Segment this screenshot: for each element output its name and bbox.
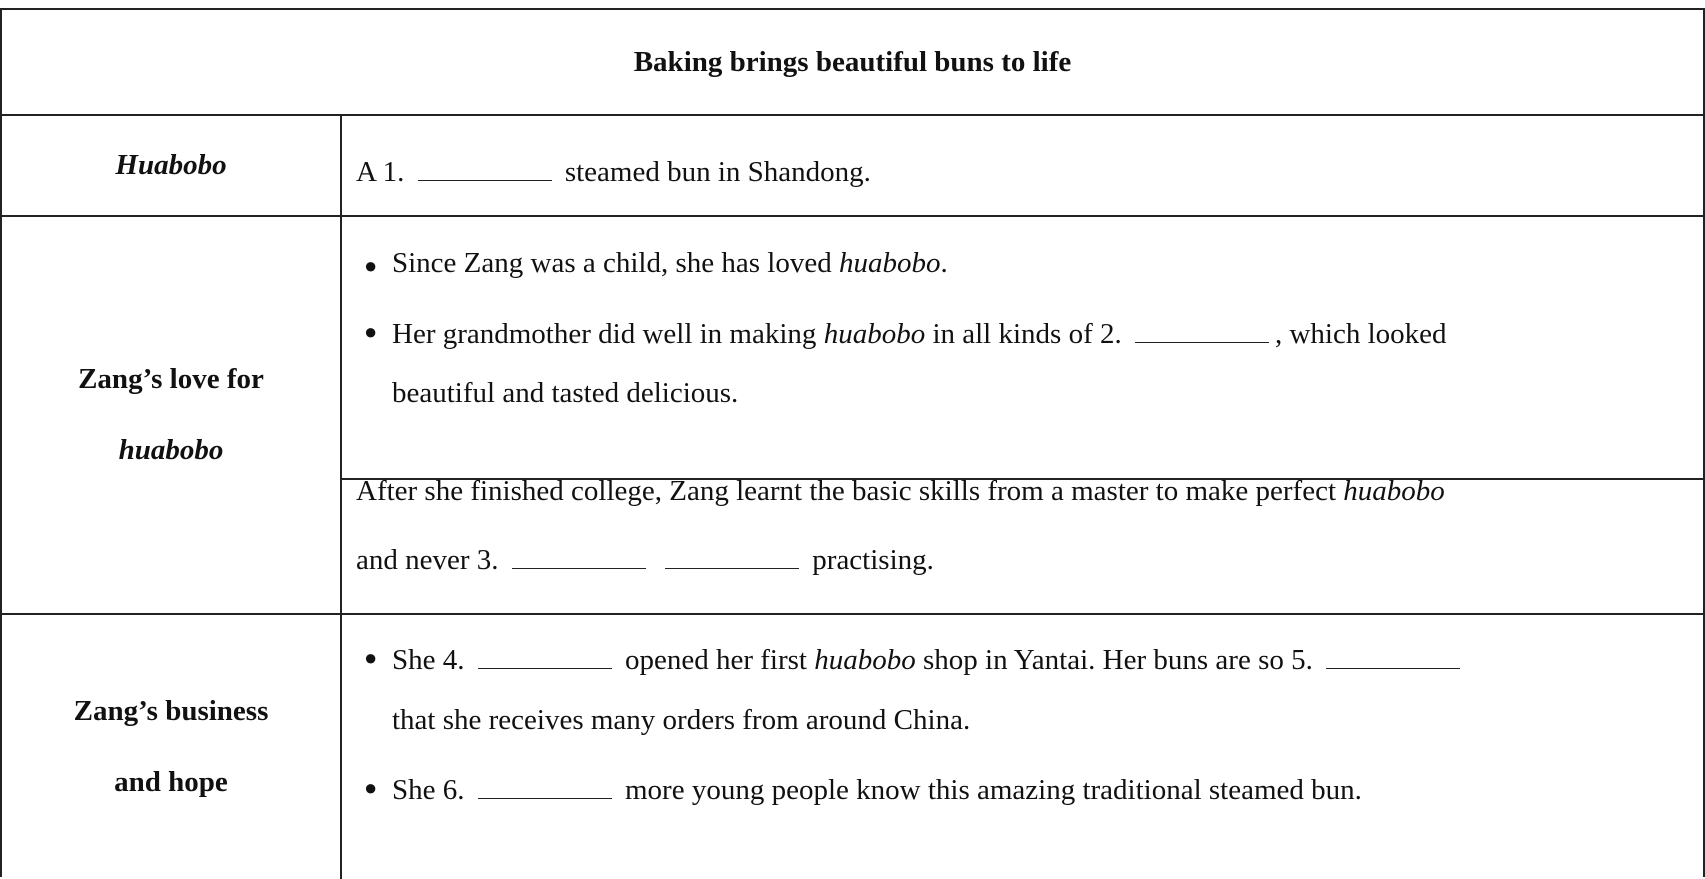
bullet-icon: ● [364,775,378,800]
answer-blank-6[interactable] [478,769,612,799]
label-line-2: huabobo [118,434,224,466]
row-label-huabobo [2,116,342,215]
text: . [940,247,948,279]
table-title: Baking brings beautiful buns to life [633,45,1072,78]
row-content-huabobo [342,116,1703,215]
text: more young people know this amazing traditional steamed bun. [625,774,1362,806]
text: Her grandmother did well in making [392,318,817,350]
row-content-business [342,615,1703,879]
bullet-2-line-1 [392,313,1691,351]
text: steamed bun in Shandong. [564,156,871,188]
worksheet-table [0,8,1705,877]
text: huabobo [838,247,941,279]
label-line-2: and hope [114,766,228,798]
label-line-1: Zang’s love for [78,363,264,395]
text: , which looked [1274,318,1447,350]
answer-blank-2[interactable] [1135,313,1269,343]
label-line-1: Zang’s business [73,695,269,727]
bullet-2-line-2: beautiful and tasted delicious. [392,377,739,409]
row-label-business [2,615,342,879]
text: huabobo [823,318,926,350]
paragraph-line-2 [356,539,1691,577]
paragraph-line-1 [356,475,1691,508]
text: opened her first [625,644,807,676]
row-huabobo [2,116,1703,217]
row-business [2,615,1703,879]
bullet-icon: ● [364,319,378,344]
label-text: Huabobo [115,149,227,181]
text: After she finished college, Zang learnt the basic skills from a master to make perfect [356,475,1336,507]
answer-blank-1[interactable] [418,151,552,181]
text: shop in Yantai. Her buns are so 5. [923,644,1313,676]
text: A 1. [356,156,405,188]
answer-blank-4[interactable] [478,639,612,669]
text: in all kinds of 2. [932,318,1122,350]
text: practising. [812,544,934,576]
sentence-1 [356,151,1691,189]
answer-blank-3a[interactable] [512,539,646,569]
bullet-4-line-2: that she receives many orders from around China. [392,704,971,736]
answer-blank-5[interactable] [1326,639,1460,669]
bullet-icon: ● [364,253,378,278]
bullet-icon: ● [364,645,378,670]
text: She 4. [392,644,465,676]
row-content-love [342,217,1703,613]
title-row [2,10,1703,116]
text: She 6. [392,774,465,806]
row-love [2,217,1703,615]
row-label-love [2,217,342,613]
text: and never 3. [356,544,499,576]
text: huabobo [1343,475,1445,507]
answer-blank-3b[interactable] [665,539,799,569]
text: Since Zang was a child, she has loved [392,247,832,279]
text: huabobo [814,644,916,676]
bullet-4-line-1 [392,639,1691,677]
bullet-6 [392,769,1691,807]
bullet-1 [392,247,1691,280]
